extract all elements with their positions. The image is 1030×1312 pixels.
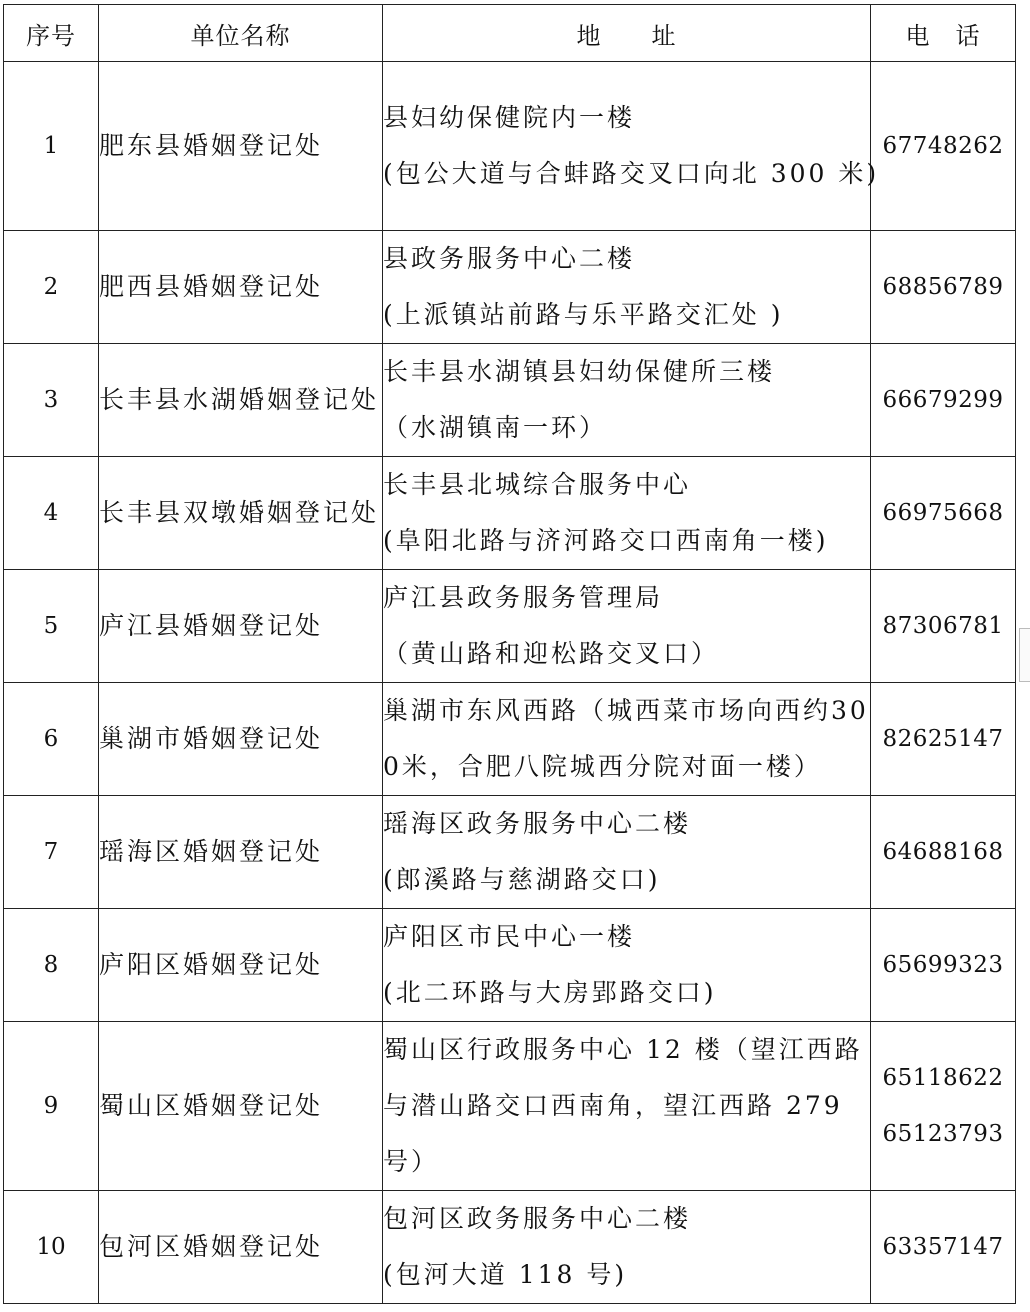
row-serial-number: 4 [4,457,99,570]
row-unit-name: 长丰县水湖婚姻登记处 [99,344,383,457]
row-serial-number: 10 [4,1191,99,1304]
row-serial-number: 8 [4,909,99,1022]
row-unit-name: 肥东县婚姻登记处 [99,62,383,231]
row-address [383,570,871,683]
row-phone [871,1022,1016,1191]
row-phone [871,683,1016,796]
address-line: (北二环路与大房郢路交口) [383,978,717,1007]
row-address [383,909,871,1022]
table-row [4,344,1016,457]
address-line: 蜀山区行政服务中心 12 楼（望江西路与潜山路交口西南角，望江西路 279 号） [383,1035,863,1176]
row-phone [871,231,1016,344]
row-address [383,457,871,570]
phone-number: 82625147 [882,726,1004,752]
row-serial-number: 7 [4,796,99,909]
address-line: (包河大道 118 号) [383,1260,628,1289]
row-unit-name: 瑶海区婚姻登记处 [99,796,383,909]
row-address [383,1022,871,1191]
table-row [4,909,1016,1022]
row-unit-name: 庐江县婚姻登记处 [99,570,383,683]
row-unit-name: 蜀山区婚姻登记处 [99,1022,383,1191]
row-phone [871,457,1016,570]
row-unit-name: 包河区婚姻登记处 [99,1191,383,1304]
row-phone [871,570,1016,683]
table-row [4,683,1016,796]
address-line: (阜阳北路与济河路交口西南角一楼) [383,526,829,555]
address-line: 庐阳区市民中心一楼 [383,922,636,951]
address-line: （水湖镇南一环） [383,413,608,442]
row-phone [871,62,1016,231]
header-serial-number: 序号 [4,5,99,62]
address-line: (包公大道与合蚌路交叉口向北 300 米) [383,159,880,188]
address-line: 包河区政务服务中心二楼 [383,1204,692,1233]
table-row [4,570,1016,683]
marriage-registry-table [3,4,1016,1304]
header-phone: 电 话 [871,5,1016,62]
header-unit-name: 单位名称 [99,5,383,62]
row-unit-name: 庐阳区婚姻登记处 [99,909,383,1022]
table-row [4,62,1016,231]
row-unit-name: 长丰县双墩婚姻登记处 [99,457,383,570]
row-serial-number: 3 [4,344,99,457]
row-phone [871,1191,1016,1304]
row-phone [871,344,1016,457]
row-serial-number: 1 [4,62,99,231]
row-phone [871,796,1016,909]
page-edge-marker [1019,628,1030,682]
address-line: 县妇幼保健院内一楼 [383,103,636,132]
row-address [383,62,880,231]
table-row [4,1191,1016,1304]
phone-number: 64688168 [882,839,1004,865]
row-phone [871,909,1016,1022]
phone-number: 65118622 [882,1065,1004,1091]
row-serial-number: 9 [4,1022,99,1191]
table-header-row [4,5,1016,62]
address-line: 庐江县政务服务管理局 [383,583,664,612]
table-row [4,1022,1016,1191]
row-unit-name: 肥西县婚姻登记处 [99,231,383,344]
phone-number: 63357147 [882,1234,1004,1260]
table-row [4,796,1016,909]
address-line: 长丰县水湖镇县妇幼保健所三楼 [383,357,776,386]
phone-number: 65699323 [882,952,1004,978]
phone-number: 66975668 [882,500,1004,526]
phone-number: 87306781 [882,613,1004,639]
address-line: （黄山路和迎松路交叉口） [383,639,720,668]
header-address: 地 址 [383,5,871,62]
table-row [4,457,1016,570]
row-serial-number: 2 [4,231,99,344]
row-serial-number: 6 [4,683,99,796]
address-line: 长丰县北城综合服务中心 [383,470,692,499]
phone-number: 66679299 [882,387,1004,413]
address-line: 瑶海区政务服务中心二楼 [383,809,692,838]
table-row [4,231,1016,344]
address-line: (郎溪路与慈湖路交口) [383,865,661,894]
row-address [383,231,871,344]
phone-number: 67748262 [882,133,1004,159]
address-line: 巢湖市东风西路（城西菜市场向西约300米，合肥八院城西分院对面一楼） [383,696,869,781]
row-address [383,796,871,909]
phone-number: 65123793 [882,1121,1004,1147]
row-address [383,1191,871,1304]
row-address [383,683,871,796]
table-body [4,62,1016,1304]
phone-number: 68856789 [882,274,1004,300]
address-line: 县政务服务中心二楼 [383,244,636,273]
row-unit-name: 巢湖市婚姻登记处 [99,683,383,796]
row-address [383,344,871,457]
address-line: (上派镇站前路与乐平路交汇处 ) [383,300,784,329]
row-serial-number: 5 [4,570,99,683]
